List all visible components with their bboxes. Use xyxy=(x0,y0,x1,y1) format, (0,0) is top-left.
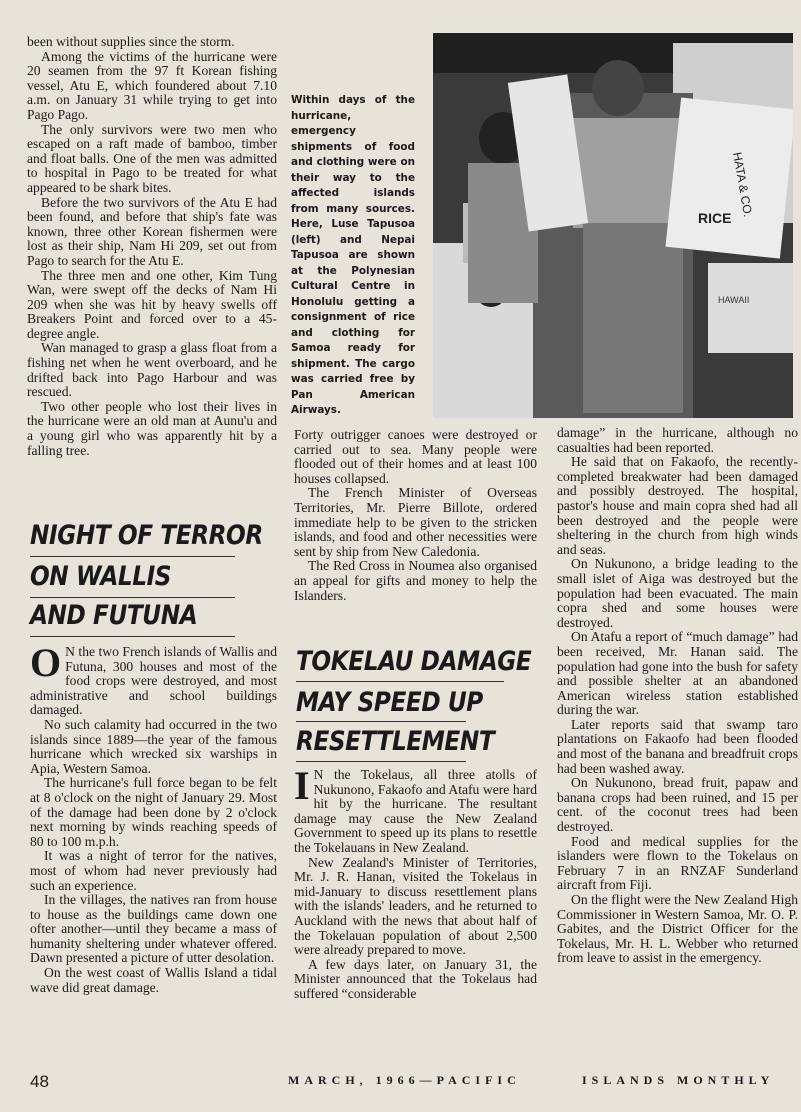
paragraph: The French Minister of Overseas Territories, Mr. Pierre Billote, ordered immediate help to be given to the stricken islands, and food and other necessities were sent by ship from New Caledonia. xyxy=(294,485,537,559)
paragraph: On the west coast of Wallis Island a tidal wave did great damage. xyxy=(30,965,277,995)
headline-rule xyxy=(30,597,235,598)
footer-right: ISLANDS MONTHLY xyxy=(582,1073,775,1087)
paragraph: Two other people who lost their lives in the hurricane were an old man at Aunu'u and a young girl who was apparently hit by a falling tree. xyxy=(27,398,277,458)
tokelau-article xyxy=(294,763,537,1002)
paragraph: The Red Cross in Noumea also organised an appeal for gifts and money to help the Islanders. xyxy=(294,558,537,603)
paragraph: been without supplies since the storm. xyxy=(27,34,235,49)
photo-illustration xyxy=(433,33,793,418)
box-label-rice: RICE xyxy=(698,210,732,226)
headline-tokelau-line2: MAY SPEED UP xyxy=(296,687,483,718)
right-column xyxy=(557,426,798,966)
paragraph: On Atafu a report of “much damage” had been received, Mr. Hanan said. The population had gone into the bush for safety and possible shelter at an abandoned American wireless station established during the war. xyxy=(557,629,798,718)
paragraph: damage” in the hurricane, although no casualties had been reported. xyxy=(557,425,798,455)
headline-rule xyxy=(296,681,504,682)
paragraph: Before the two survivors of the Atu E had been found, and before that ship's fate was known, three other Korean fishermen were lost as their ship, Nam Hi 209, set out from Pago to search for the Atu E. xyxy=(27,194,277,268)
paragraph: On the flight were the New Zealand High Commissioner in Western Samoa, Mr. O. P. Gabites, and the District Officer for the Tokelaus, Mr. H. L. Webber who returned from leave to assist in the emergency. xyxy=(557,892,798,966)
paragraph: It was a night of terror for the natives, most of whom had never previously had such an experience. xyxy=(30,848,277,893)
dropcap: O xyxy=(30,640,62,685)
paragraph: The only survivors were two men who escaped on a raft made of bamboo, timber and float balls. One of the men was admitted to hospital in Pago to be treated for what appeared to be shark bites. xyxy=(27,121,277,195)
news-photo xyxy=(433,33,793,418)
headline-wallis-line2: ON WALLIS xyxy=(30,561,172,592)
paragraph: On Nukunono, a bridge leading to the small islet of Aiga was destroyed but the population had been evacuated. The main copra shed and some houses were destroyed. xyxy=(557,556,798,630)
paragraph: The three men and one other, Kim Tung Wan, were swept off the decks of Nam Hi 209 when she was hit by heavy swells off Breakers Point and forced over to a 45-degree angle. xyxy=(27,267,277,341)
paragraph: Later reports said that swamp taro plantations on Fakaofo had been flooded and most of the banana and breadfruit crops had been washed away. xyxy=(557,716,798,776)
page-number: 48 xyxy=(30,1072,49,1091)
paragraph: The hurricane's full force began to be felt at 8 o'clock on the night of January 29. Most of the damage had been done by 2 o'clock next morning by winds reaching speeds of 80 to 100 m.p.h. xyxy=(30,775,277,849)
paragraph: O N the two French islands of Wallis and Futuna, 300 houses and most of the food crops were destroyed, and most administrative and school buildings damaged. xyxy=(30,640,277,718)
paragraph: Wan managed to grasp a glass float from a fishing net when he went overboard, and he drifted back into Pago Harbour and was rescued. xyxy=(27,340,277,400)
wallis-article xyxy=(30,640,277,995)
headline-wallis-line1: NIGHT OF TERROR xyxy=(30,520,263,551)
photo-caption: Within days of the hurricane, emergency shipments of food and clothing were on their way to the affected islands from many sources. Here, Luse Tapusoa (left) and Nepai Tapusoa are shown at the Polynesian Cultural Centre in Honolulu getting a consignment of rice and clothing for Samoa ready for shipment. The cargo was carried free by Pan American Airways. xyxy=(291,94,415,416)
headline-rule xyxy=(296,721,466,722)
headline-rule xyxy=(296,761,466,762)
footer-left: MARCH, 1966—PACIFIC xyxy=(288,1073,521,1087)
paragraph: Among the victims of the hurricane were 20 seamen from the 97 ft Korean fishing vessel, Atu E, which foundered about 7.10 a.m. on January 31 while trying to get into Pago Pago. xyxy=(27,48,277,122)
paragraph: No such calamity had occurred in the two islands since 1889—the year of the famous hurricane which wrecked six warships in Apia, Western Samoa. xyxy=(30,716,277,776)
box-label-hata: HATA & CO. xyxy=(730,151,756,219)
paragraph: On Nukunono, bread fruit, papaw and banana crops had been ruined, and 15 per cent. of the coconut trees had been destroyed. xyxy=(557,775,798,835)
left-column xyxy=(27,35,277,458)
box-label-hawaii: HAWAII xyxy=(718,295,750,305)
paragraph: A few days later, on January 31, the Minister announced that the Tokelaus had suffered “considerable xyxy=(294,956,537,1001)
paragraph: He said that on Fakaofo, the recently-completed breakwater had been damaged and possibly destroyed. The hospital, pastor's house and main copra shed had all been destroyed and the people were sheltering in the church from high winds and seas. xyxy=(557,454,798,557)
paragraph: New Zealand's Minister of Territories, Mr. J. R. Hanan, visited the Tokelaus in mid-January to discuss resettlement plans with the islands' leaders, and he returned to Auckland with the news that about half of the Tokelauan population of about 2,500 were already prepared to move. xyxy=(294,854,537,958)
dropcap: I xyxy=(294,763,310,808)
paragraph: Food and medical supplies for the islanders were flown to the Tokelaus on February 7 in an RNZAF Sunderland aircraft from Fiji. xyxy=(557,833,798,893)
middle-column xyxy=(294,428,537,603)
paragraph: I N the Tokelaus, all three atolls of Nukunono, Fakaofo and Atafu were hard hit by the hurricane. The resultant damage may cause the New Zealand Government to speed up its plans to resettle the Tokelauans in New Zealand. xyxy=(294,763,537,855)
headline-rule xyxy=(30,556,235,557)
headline-wallis-line3: AND FUTUNA xyxy=(30,600,198,631)
headline-tokelau-line3: RESETTLEMENT xyxy=(296,726,495,757)
headline-tokelau-line1: TOKELAU DAMAGE xyxy=(296,646,532,677)
headline-rule xyxy=(30,636,235,637)
paragraph: Forty outrigger canoes were destroyed or carried out to sea. Many people were flooded out of their homes and at least 100 houses collapsed. xyxy=(294,427,537,486)
paragraph: In the villages, the natives ran from house to house as the buildings came down one ofter another—until they became a mass of humanity sheltering under whatever offered. Dawn presented a picture of utter desolation. xyxy=(30,892,277,966)
